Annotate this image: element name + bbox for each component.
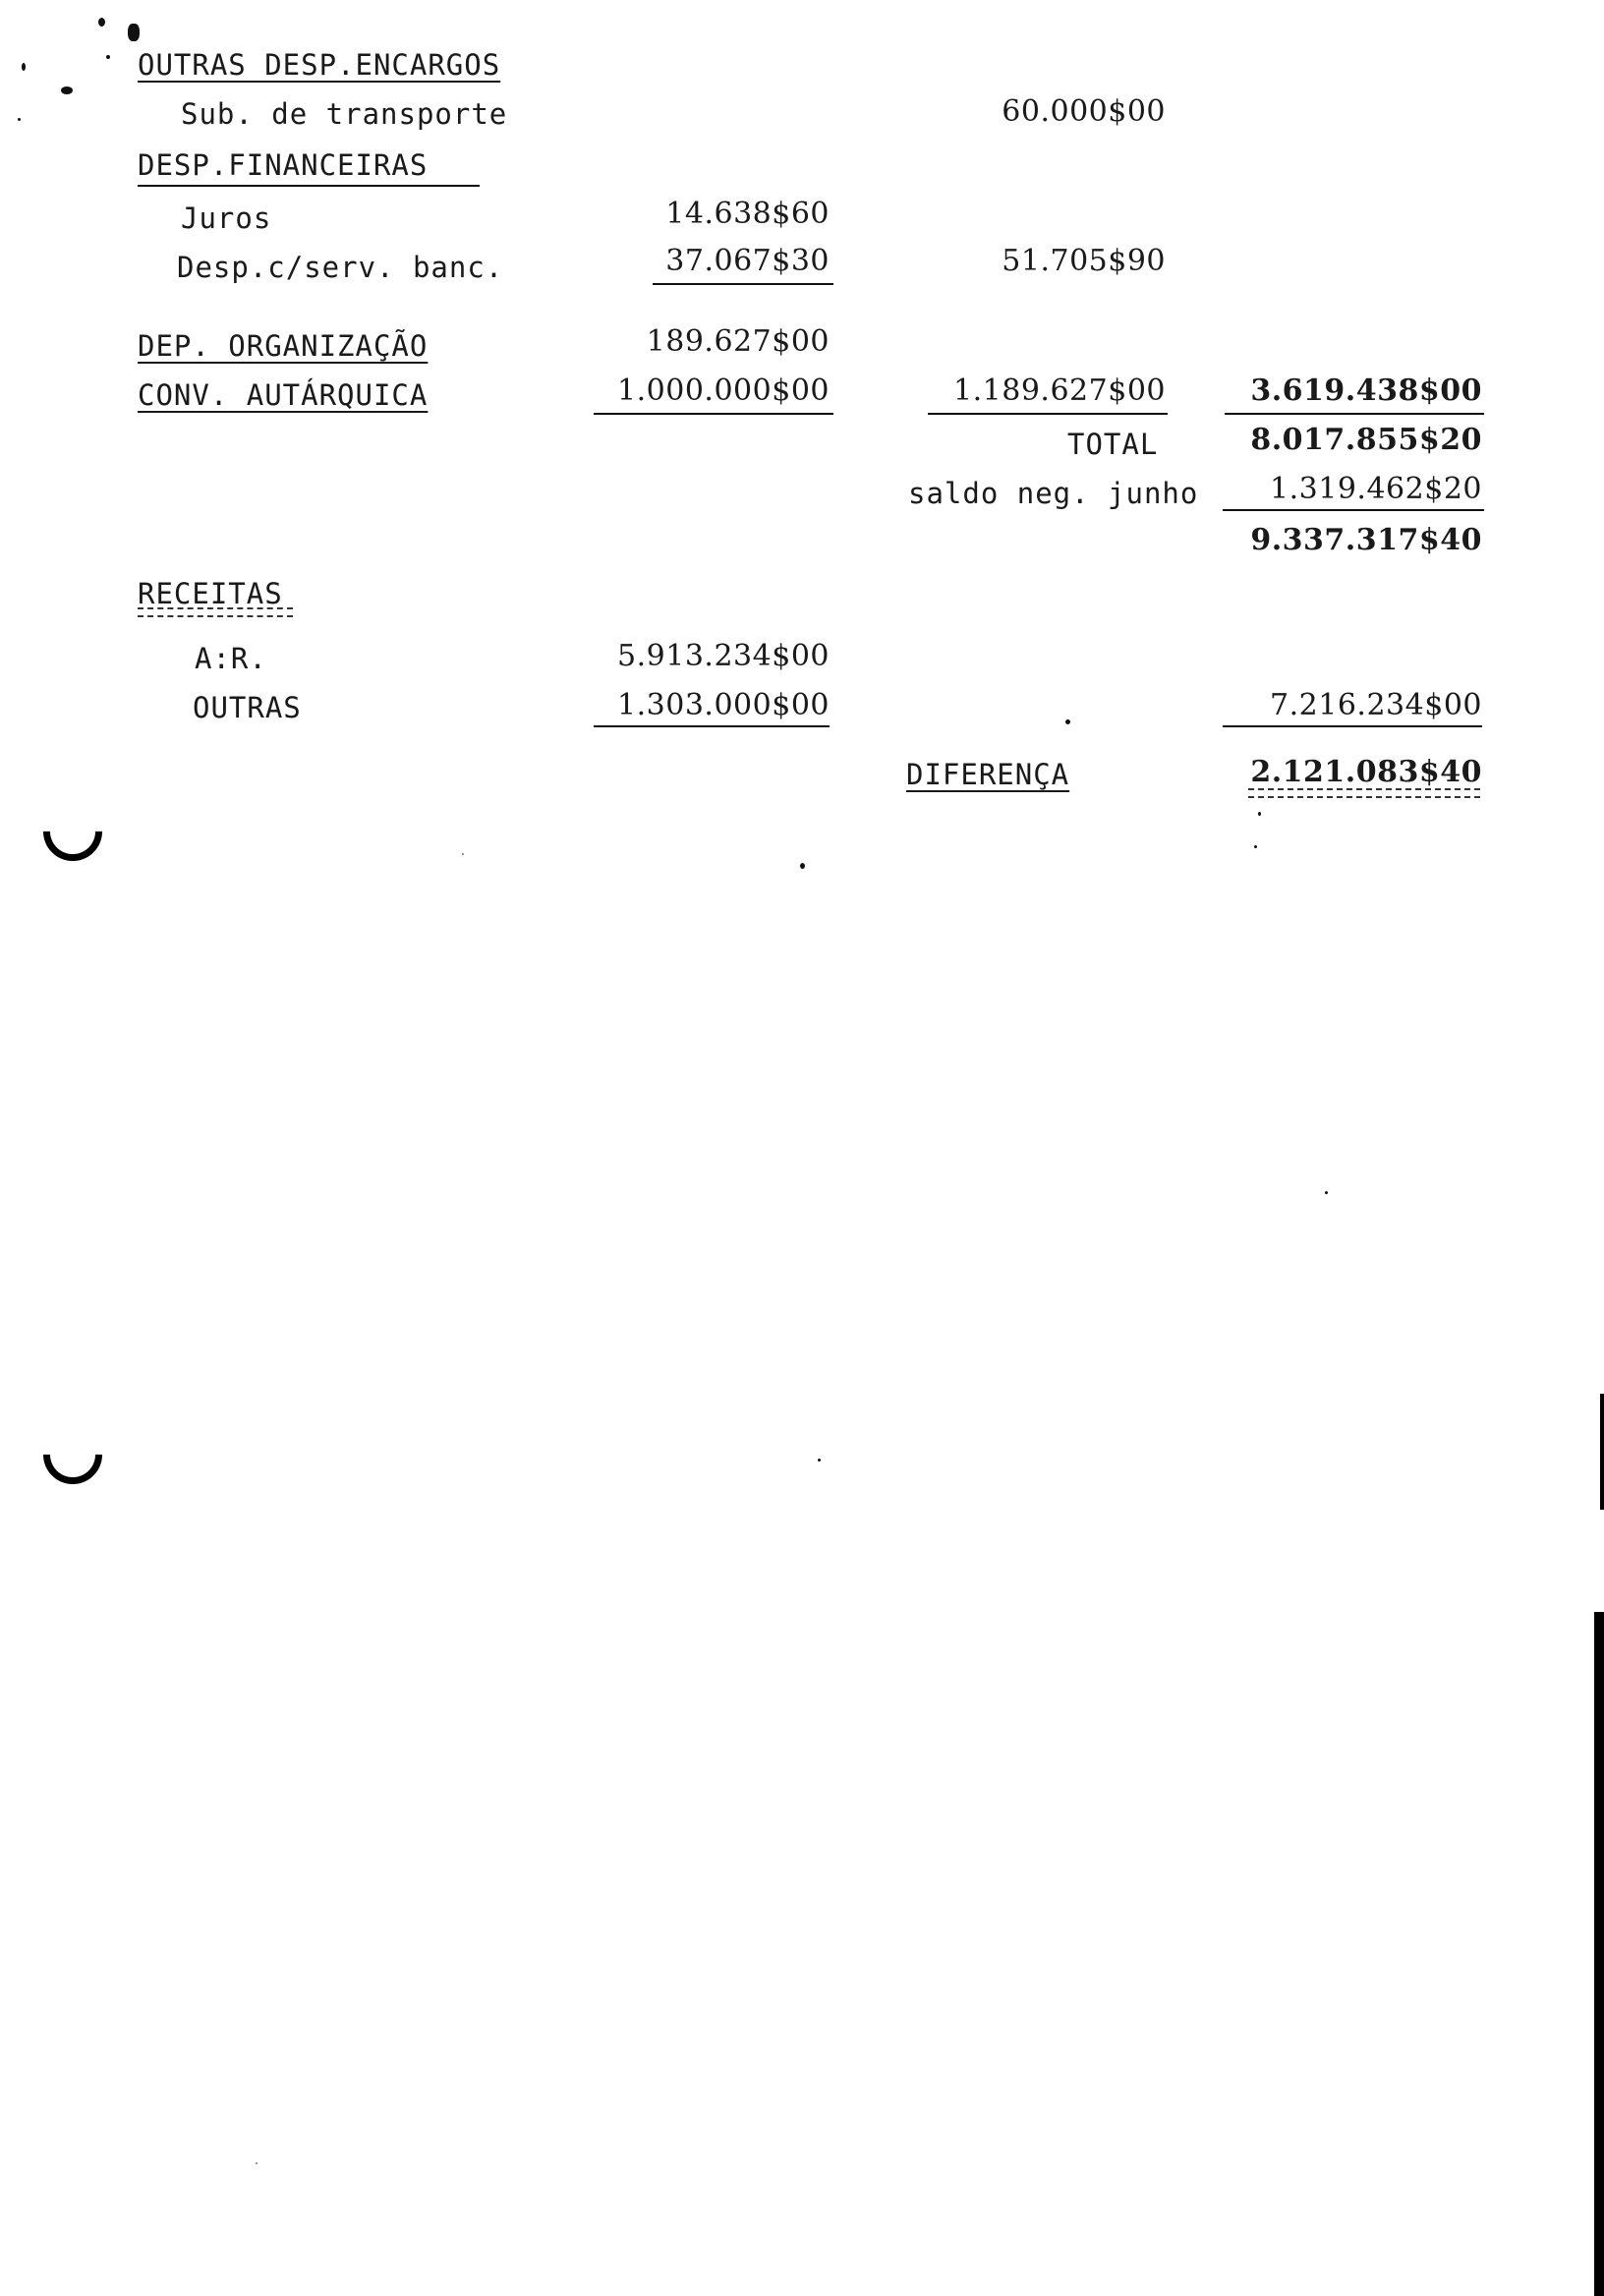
scan-edge-mark — [1600, 1394, 1604, 1510]
value-conv-autarquica: 1.000.000$00 — [617, 373, 830, 408]
scan-speck — [1254, 845, 1257, 848]
value-ar: 5.913.234$00 — [617, 639, 830, 673]
value-despesas-subtotal: 3.619.438$00 — [1250, 373, 1482, 408]
label-saldo-neg-junho: saldo neg. junho — [908, 477, 1199, 510]
underline-conv-autarquica-col3 — [928, 413, 1168, 415]
label-outras: OUTRAS — [193, 691, 302, 724]
label-desp-serv-banc: Desp.c/serv. banc. — [177, 251, 504, 284]
value-desp-serv-banc: 37.067$30 — [665, 244, 830, 278]
scan-speck — [18, 118, 21, 121]
underline-desp-financeiras — [138, 185, 480, 187]
value-desp-financeiras-total: 51.705$90 — [1002, 244, 1166, 278]
label-juros: Juros — [181, 201, 272, 235]
heading-receitas: RECEITAS — [138, 577, 283, 610]
value-saldo-acumulado: 9.337.317$40 — [1250, 523, 1482, 557]
double-underline-receitas — [138, 607, 293, 617]
label-sub-transporte: Sub. de transporte — [181, 97, 508, 131]
heading-dep-organizacao: DEP. ORGANIZAÇÃO — [138, 329, 429, 363]
scan-speck — [1258, 812, 1261, 816]
scan-speck — [256, 2162, 258, 2164]
value-conv-autarquica-col3: 1.189.627$00 — [953, 373, 1166, 408]
value-outras: 1.303.000$00 — [617, 688, 830, 722]
scan-speck — [818, 1459, 821, 1462]
heading-outras-desp-encargos: OUTRAS DESP.ENCARGOS — [138, 48, 501, 82]
value-juros: 14.638$60 — [665, 197, 830, 231]
scan-speck — [22, 63, 26, 71]
value-diferenca: 2.121.083$40 — [1250, 755, 1482, 789]
value-saldo-neg-junho: 1.319.462$20 — [1270, 472, 1482, 506]
underline-outras-col2 — [594, 725, 830, 727]
heading-desp-financeiras: DESP.FINANCEIRAS — [138, 148, 429, 182]
underline-conv-autarquica-col2 — [594, 413, 833, 415]
underline-despesas-subtotal — [1225, 413, 1484, 415]
scan-speck — [98, 18, 105, 27]
scan-speck — [1325, 1191, 1328, 1194]
scan-speck — [1065, 719, 1070, 724]
scan-speck — [462, 853, 464, 855]
underline-receitas-total — [1223, 725, 1482, 727]
value-sub-transporte: 60.000$00 — [1002, 94, 1166, 129]
punch-hole-mark — [31, 790, 115, 874]
label-total: TOTAL — [1067, 428, 1159, 461]
scan-speck — [106, 55, 110, 59]
scan-speck — [61, 86, 73, 94]
value-total: 8.017.855$20 — [1250, 423, 1482, 457]
label-diferenca: DIFERENÇA — [906, 758, 1070, 791]
underline-desp-serv-banc — [653, 283, 833, 285]
value-dep-organizacao: 189.627$00 — [646, 324, 830, 359]
scan-speck — [800, 863, 805, 869]
scan-edge-mark — [1594, 1612, 1604, 2296]
punch-hole-mark — [31, 1413, 115, 1497]
underline-saldo-neg-junho — [1223, 509, 1484, 511]
scan-speck — [128, 24, 140, 41]
label-ar: A:R. — [195, 642, 267, 675]
heading-conv-autarquica: CONV. AUTÁRQUICA — [138, 378, 429, 412]
value-receitas-total: 7.216.234$00 — [1270, 688, 1482, 722]
double-underline-diferenca — [1248, 788, 1480, 798]
